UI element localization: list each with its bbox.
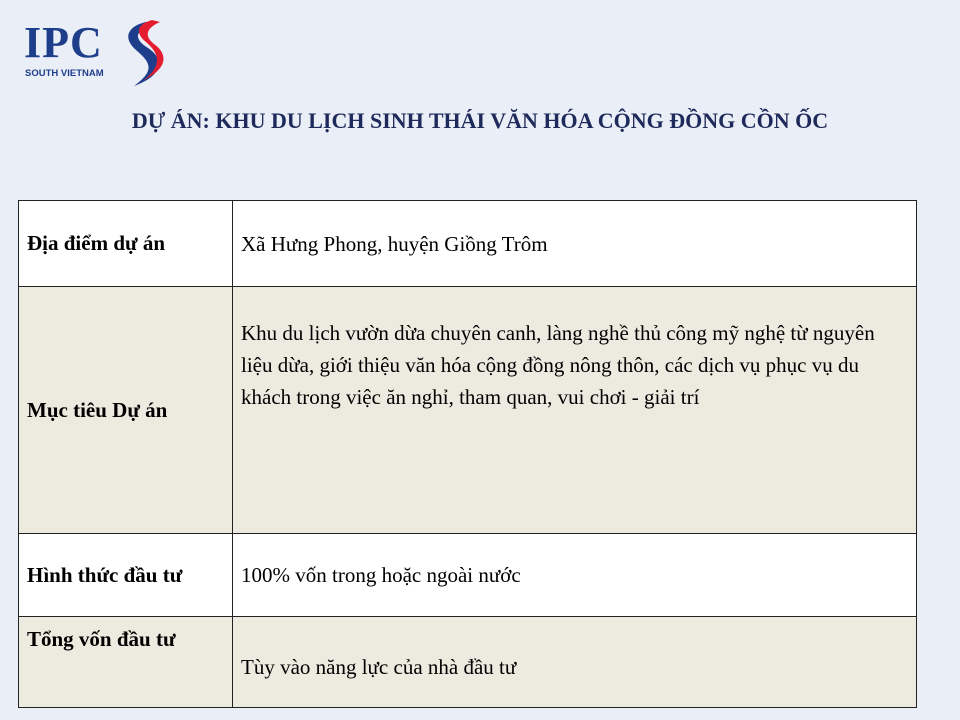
row-value: Xã Hưng Phong, huyện Giồng Trôm <box>233 201 917 287</box>
table-row-investment-form <box>19 534 917 617</box>
table-row-total-capital <box>19 617 917 708</box>
project-info-table <box>18 200 917 708</box>
logo-subtitle: SOUTH VIETNAM <box>25 68 104 79</box>
logo-text: IPC <box>24 18 103 67</box>
row-value: 100% vốn trong hoặc ngoài nước <box>233 534 917 617</box>
logo-swoosh-icon <box>116 18 164 88</box>
row-value: Khu du lịch vườn dừa chuyên canh, làng nghề thủ công mỹ nghệ từ nguyên liệu dừa, giới thiệu văn hóa cộng đồng nông thôn, các dịch vụ phục vụ du khách trong việc ăn nghỉ, tham quan, vui chơi - giải trí <box>233 287 917 534</box>
ipc-logo <box>24 18 164 90</box>
row-value: Tùy vào năng lực của nhà đầu tư <box>233 617 917 708</box>
row-label: Mục tiêu Dự án <box>19 287 233 534</box>
row-label: Hình thức đầu tư <box>19 534 233 617</box>
table-row-objective <box>19 287 917 534</box>
row-label: Địa điểm dự án <box>19 201 233 287</box>
row-label: Tổng vốn đầu tư <box>19 617 233 708</box>
table-row-location <box>19 201 917 287</box>
page-title: DỰ ÁN: KHU DU LỊCH SINH THÁI VĂN HÓA CỘNG ĐỒNG CỒN ỐC <box>131 108 829 133</box>
